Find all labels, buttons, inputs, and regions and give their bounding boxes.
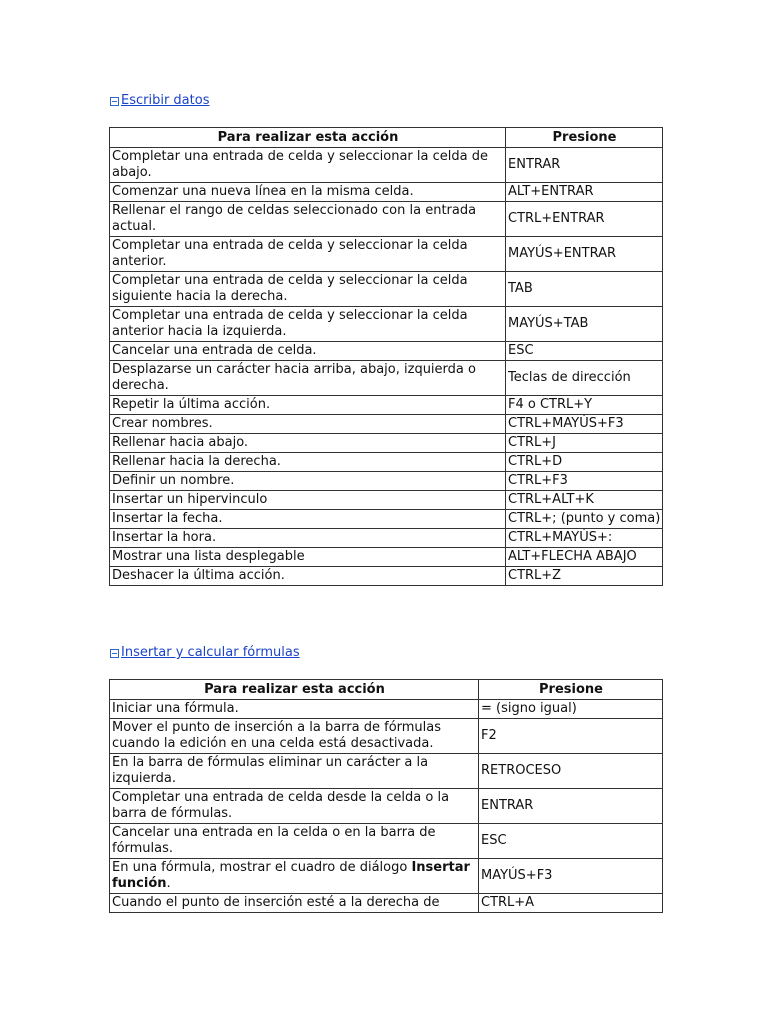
column-header-action: Para realizar esta acción: [110, 680, 479, 700]
table-row: [110, 202, 663, 237]
table-row: [110, 567, 663, 586]
section-link-insertar-formulas[interactable]: Insertar y calcular fórmulas: [121, 645, 300, 660]
key-cell: CTRL+; (punto y coma): [506, 510, 663, 529]
table-row: [110, 859, 663, 894]
table-row: [110, 491, 663, 510]
action-cell: [110, 859, 479, 894]
action-cell: Definir un nombre.: [110, 472, 506, 491]
key-cell: ALT+FLECHA ABAJO: [506, 548, 663, 567]
action-cell: Desplazarse un carácter hacia arriba, abajo, izquierda o derecha.: [110, 361, 506, 396]
action-cell: Insertar la hora.: [110, 529, 506, 548]
action-cell: Cuando el punto de inserción esté a la derecha de: [110, 894, 479, 913]
key-cell: CTRL+ENTRAR: [506, 202, 663, 237]
column-header-key: Presione: [479, 680, 663, 700]
key-cell: CTRL+D: [506, 453, 663, 472]
action-cell: Comenzar una nueva línea en la misma celda.: [110, 183, 506, 202]
action-cell: Mover el punto de inserción a la barra de fórmulas cuando la edición en una celda está desactivada.: [110, 719, 479, 754]
action-cell: En la barra de fórmulas eliminar un carácter a la izquierda.: [110, 754, 479, 789]
action-text: En una fórmula, mostrar el cuadro de diálogo: [112, 860, 412, 875]
key-cell: ESC: [506, 342, 663, 361]
section-header-escribir-datos: [110, 93, 209, 109]
table-row: [110, 183, 663, 202]
column-header-key: Presione: [506, 128, 663, 148]
collapse-toggle-icon[interactable]: [110, 649, 119, 658]
key-cell: ESC: [479, 824, 663, 859]
table-row: [110, 894, 663, 913]
action-cell: Rellenar hacia la derecha.: [110, 453, 506, 472]
key-cell: ENTRAR: [479, 789, 663, 824]
key-cell: MAYÚS+F3: [479, 859, 663, 894]
action-cell: Cancelar una entrada de celda.: [110, 342, 506, 361]
key-cell: F2: [479, 719, 663, 754]
table-row: [110, 453, 663, 472]
key-cell: CTRL+A: [479, 894, 663, 913]
table-row: [110, 719, 663, 754]
key-cell: ENTRAR: [506, 148, 663, 183]
shortcuts-table-formulas: [109, 679, 663, 913]
action-cell: Rellenar el rango de celdas seleccionado con la entrada actual.: [110, 202, 506, 237]
action-cell: Deshacer la última acción.: [110, 567, 506, 586]
section-link-escribir-datos[interactable]: Escribir datos: [121, 93, 210, 108]
table-row: [110, 237, 663, 272]
action-cell: Completar una entrada de celda y seleccionar la celda anterior hacia la izquierda.: [110, 307, 506, 342]
action-cell: Rellenar hacia abajo.: [110, 434, 506, 453]
key-cell: Teclas de dirección: [506, 361, 663, 396]
key-cell: = (signo igual): [479, 700, 663, 719]
table-row: [110, 789, 663, 824]
table-row: [110, 342, 663, 361]
key-cell: ALT+ENTRAR: [506, 183, 663, 202]
action-cell: Completar una entrada de celda y seleccionar la celda de abajo.: [110, 148, 506, 183]
collapse-toggle-icon[interactable]: [110, 97, 119, 106]
key-cell: CTRL+J: [506, 434, 663, 453]
table-header-row: [110, 680, 663, 700]
key-cell: CTRL+Z: [506, 567, 663, 586]
key-cell: TAB: [506, 272, 663, 307]
table-row: [110, 307, 663, 342]
table-row: [110, 415, 663, 434]
action-cell: Completar una entrada de celda y seleccionar la celda siguiente hacia la derecha.: [110, 272, 506, 307]
key-cell: CTRL+MAYÚS+:: [506, 529, 663, 548]
table-row: [110, 548, 663, 567]
action-cell: Iniciar una fórmula.: [110, 700, 479, 719]
key-cell: RETROCESO: [479, 754, 663, 789]
action-cell: Mostrar una lista desplegable: [110, 548, 506, 567]
action-cell: Cancelar una entrada en la celda o en la barra de fórmulas.: [110, 824, 479, 859]
table-row: [110, 472, 663, 491]
action-text-tail: .: [166, 876, 171, 891]
table-row: [110, 824, 663, 859]
table-row: [110, 272, 663, 307]
action-cell: Completar una entrada de celda y seleccionar la celda anterior.: [110, 237, 506, 272]
key-cell: CTRL+F3: [506, 472, 663, 491]
key-cell: MAYÚS+ENTRAR: [506, 237, 663, 272]
column-header-action: Para realizar esta acción: [110, 128, 506, 148]
section-header-insertar-formulas: [110, 645, 300, 661]
action-cell: Completar una entrada de celda desde la celda o la barra de fórmulas.: [110, 789, 479, 824]
shortcuts-table-escribir-datos: [109, 127, 663, 586]
table-row: [110, 754, 663, 789]
key-cell: CTRL+ALT+K: [506, 491, 663, 510]
table-row: [110, 361, 663, 396]
table-row: [110, 529, 663, 548]
table-row: [110, 510, 663, 529]
action-cell: Repetir la última acción.: [110, 396, 506, 415]
key-cell: F4 o CTRL+Y: [506, 396, 663, 415]
table-row: [110, 434, 663, 453]
action-cell: Insertar la fecha.: [110, 510, 506, 529]
key-cell: CTRL+MAYÚS+F3: [506, 415, 663, 434]
table-row: [110, 396, 663, 415]
key-cell: MAYÚS+TAB: [506, 307, 663, 342]
action-cell: Insertar un hipervinculo: [110, 491, 506, 510]
dialog-name-bold: Insertar función: [112, 860, 470, 891]
table-row: [110, 148, 663, 183]
action-cell: Crear nombres.: [110, 415, 506, 434]
table-header-row: [110, 128, 663, 148]
table-row: [110, 700, 663, 719]
